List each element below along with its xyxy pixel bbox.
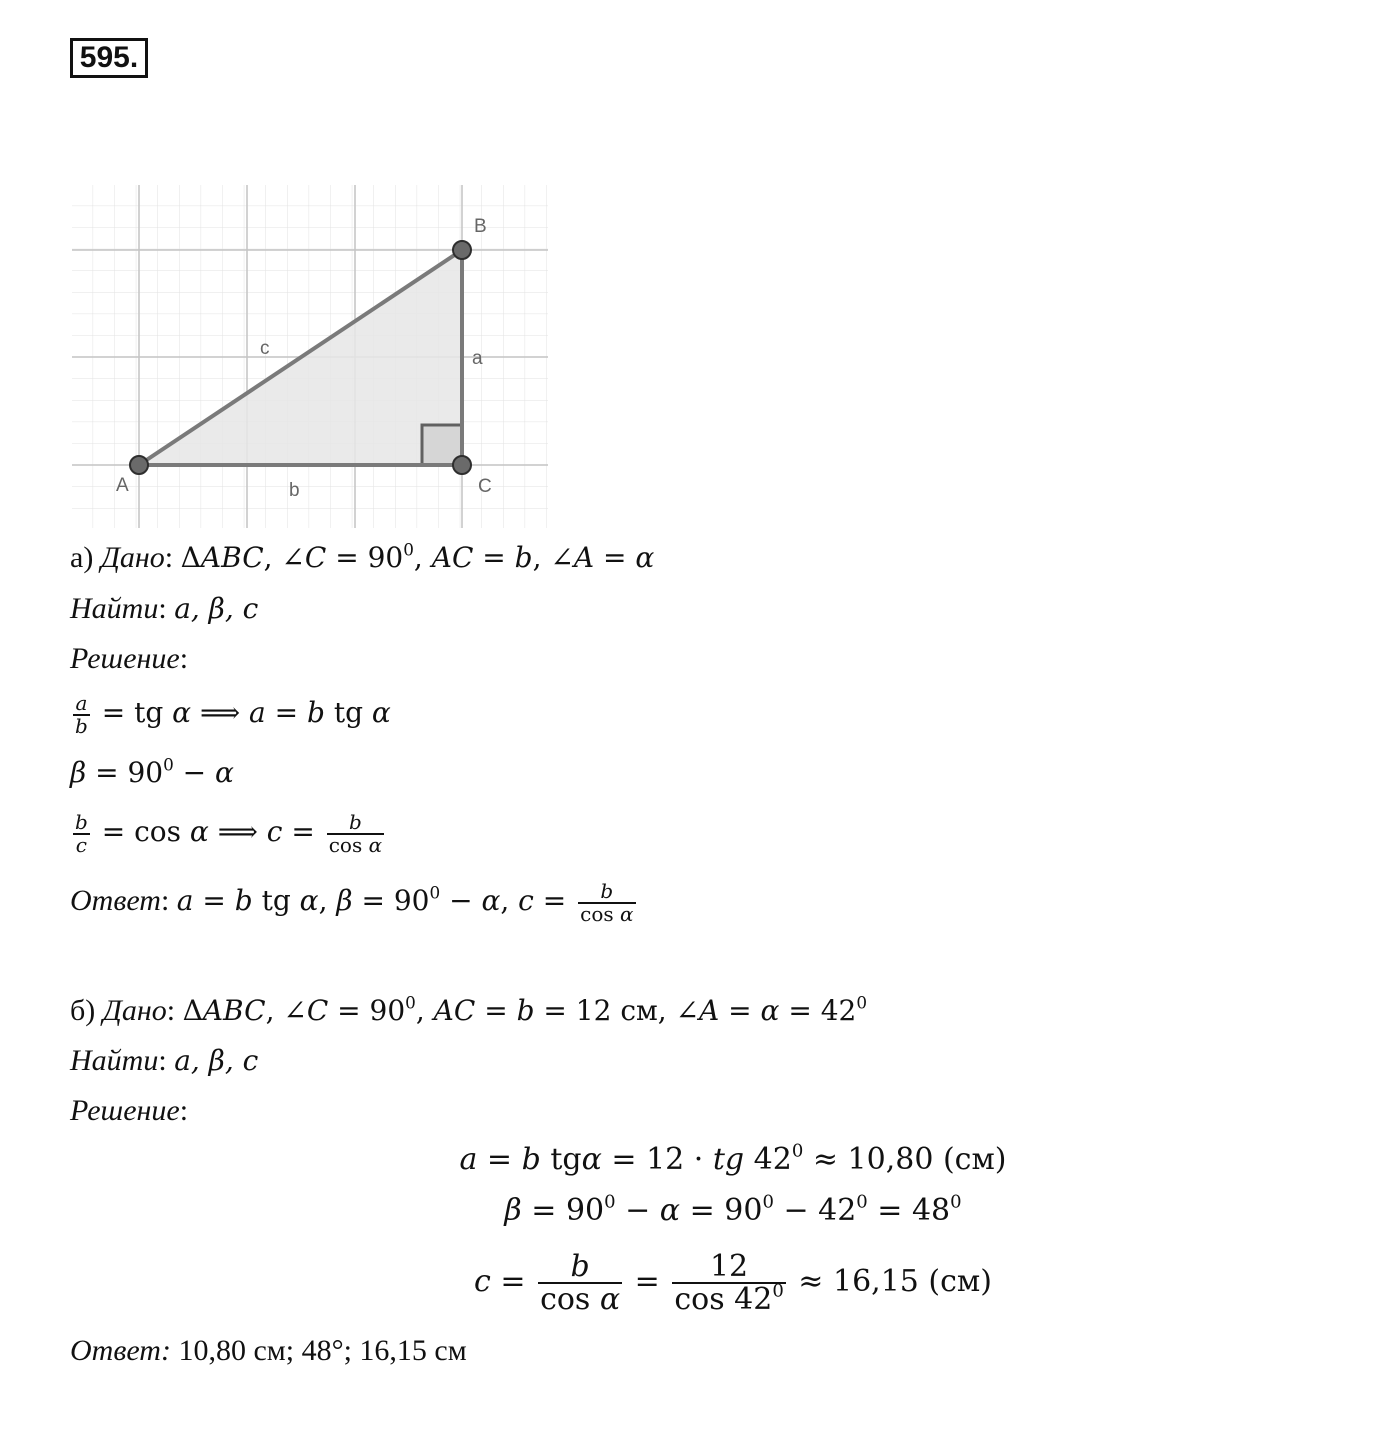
part-a-find-formula: a, β, c xyxy=(174,592,259,625)
part-a-find: Найти: a, β, c xyxy=(70,592,259,625)
part-b-given-label: Дано xyxy=(102,994,167,1027)
part-b-given-formula: ΔABC, ∠C = $90^0$, AC = b = 12 см, ∠A = $\alpha = 42^0$ xyxy=(182,992,868,1027)
part-b-marker: б) xyxy=(70,994,96,1027)
result-c-unit: (см) xyxy=(928,1264,992,1299)
part-a-answer-label: Ответ xyxy=(70,884,161,917)
result-a-value: 10,80 xyxy=(847,1142,934,1177)
part-b-given: б) Дано: ΔABC, ∠C = $90^0$, AC = b = 12 см, ∠A = $\alpha = 42^0$ xyxy=(70,992,868,1027)
label-point-c: C xyxy=(478,476,492,497)
result-a-unit: (см) xyxy=(942,1142,1007,1177)
part-a-given-formula: ΔABC, ∠C = $90^0$, AC = b, ∠A = α xyxy=(180,539,655,574)
part-b-answer xyxy=(70,1333,467,1369)
part-a-step-3: $\frac{b}{c}$ = cos α ⟹ c = $\frac{b}{\text{cos α}}$ xyxy=(75,809,383,857)
part-a-solution: Решение: xyxy=(70,642,189,675)
result-beta-value: 48 xyxy=(911,1193,951,1228)
part-b-find-label: Найти xyxy=(70,1044,159,1077)
label-point-b: B xyxy=(474,216,487,237)
part-b-find: Найти: a, β, c xyxy=(70,1044,259,1077)
point-b xyxy=(453,241,471,259)
part-a-find-label: Найти xyxy=(70,592,159,625)
part-a-solution-label: Решение xyxy=(70,642,180,675)
part-a-given: а) Дано: ΔABC, ∠C = $90^0$, AC = b, ∠A = α xyxy=(70,539,655,574)
part-b-step-1: a = b tgα = 12 · tg $42^0 \approx 10,80$ (см) xyxy=(459,1140,1007,1177)
part-a-step-1: $\frac{a}{b}$ = tg α ⟹ a = b tg α xyxy=(75,690,391,738)
part-b-find-formula: a, β, c xyxy=(174,1044,259,1077)
label-point-a: A xyxy=(116,475,129,496)
part-b-solution-label: Решение xyxy=(70,1094,180,1127)
label-side-b: b xyxy=(289,480,300,501)
part-b-solution: Решение: xyxy=(70,1094,189,1127)
part-b-answer-text: 10,80 см; 48°; 16,15 см xyxy=(178,1334,467,1367)
point-a xyxy=(130,456,148,474)
triangle-figure xyxy=(72,185,548,528)
part-b-step-2: $\beta = 90^0 - \alpha = 90^0 - 42^0 = 48^0$ xyxy=(504,1191,962,1228)
point-c xyxy=(453,456,471,474)
part-b-answer-label: Ответ: xyxy=(70,1334,171,1367)
result-c-value: 16,15 xyxy=(832,1264,919,1299)
part-a-marker: а) xyxy=(70,541,94,574)
part-a-step-2: $\beta = 90^0 - \alpha$ xyxy=(70,754,234,789)
label-side-c: c xyxy=(260,338,270,359)
part-a-answer: Ответ: a = b tg α, $\beta = 90^0 - \alpha$, c = $\frac{b}{\text{cos α}}$ xyxy=(70,878,634,926)
part-a-given-label: Дано xyxy=(100,541,165,574)
part-b-step-3: c = $\frac{b}{\text{cos α}}$ = $\frac{12}{\cos 42^0}$ ≈ 16,15 (см) xyxy=(474,1248,992,1317)
problem-number: 595. xyxy=(70,38,148,78)
label-side-a: a xyxy=(472,348,483,369)
